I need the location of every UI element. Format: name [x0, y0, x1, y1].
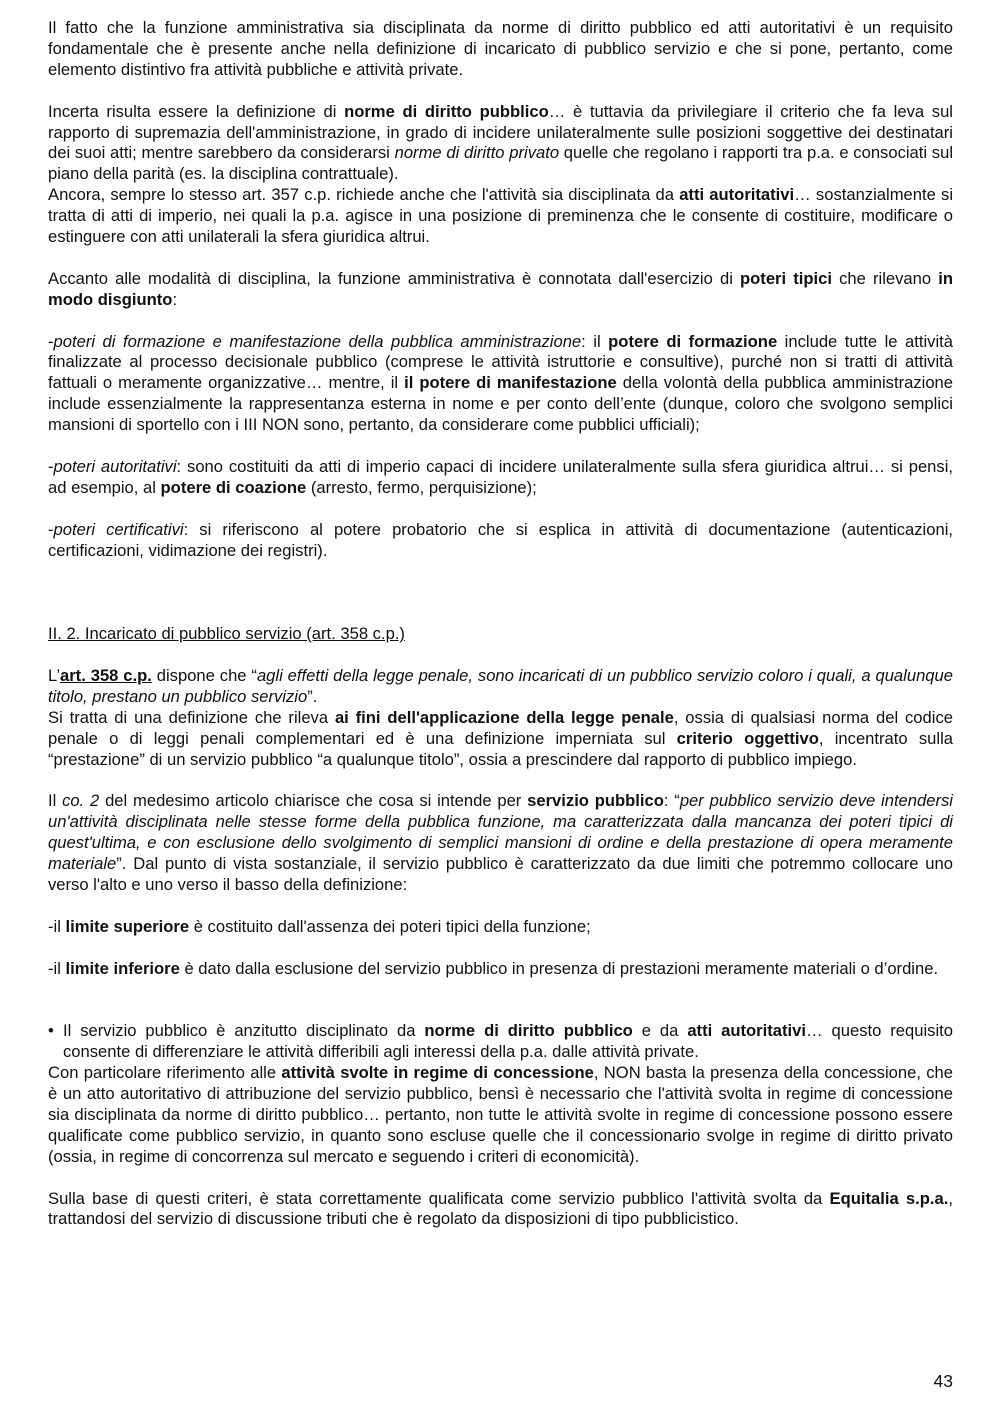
text-run: della volontà della pubblica amministrazione include essenzialmente la rappresentanza esterna in nome e per conto dell’ente (dunque, coloro che svolgono semplici mansioni di sportello con i III NON sono, pertanto, da considerare come pubblici ufficiali); — [48, 373, 953, 435]
bullet-glyph: • — [48, 1021, 54, 1041]
paragraph — [48, 332, 953, 437]
paragraph-spacer — [48, 771, 953, 792]
text-run: -il — [48, 916, 66, 936]
bold-text: ai fini dell'applicazione della legge penale — [334, 707, 674, 727]
italic-text: agli effetti della legge penale, sono incaricati di un pubblico servizio coloro i quali, a qualunque titolo, prestano un pubblico servizio — [48, 665, 953, 706]
page-number: 43 — [933, 1371, 953, 1391]
text-run: Ancora, sempre lo stesso art. 357 c.p. richiede anche che l'attività sia disciplinata da — [48, 185, 680, 205]
bold-text: norme di diritto pubblico — [424, 1021, 633, 1041]
bold-text: potere di formazione — [608, 331, 778, 351]
italic-text: co. 2 — [62, 791, 100, 811]
bold-text: limite superiore — [65, 916, 190, 936]
paragraph — [48, 457, 953, 499]
text-run: Con particolare riferimento alle — [48, 1063, 282, 1083]
text-run: , trattandosi del servizio di discussione tributi che è regolato da disposizioni di tipo pubblicistico. — [48, 1188, 953, 1229]
paragraph-spacer — [48, 499, 953, 520]
bold-text: in modo disgiunto — [48, 268, 953, 309]
text-run: L’ — [48, 665, 60, 685]
paragraph-spacer — [48, 645, 953, 666]
paragraph-spacer — [48, 248, 953, 269]
paragraph — [48, 185, 953, 248]
text-run: (arresto, fermo, perquisizione); — [306, 477, 537, 497]
text-run: … è tuttavia da privilegiare il criterio che fa leva sul rapporto di supremazia dell'amministrazione, in grado di incidere unilateralmente sulle posizioni soggettive dei destinatari dei suoi atti; mentre sarebbero da considerarsi — [48, 101, 953, 163]
text-run: Il fatto che la funzione amministrativa sia disciplinata da norme di diritto pubblico ed atti autoritativi è un requisito fondamentale che è presente anche nella definizione di incaricato di pubblico servizio e che si pone, pertanto, come elemento distintivo fra attività pubbliche e attività private. — [48, 18, 953, 79]
paragraph — [48, 269, 953, 311]
text-run: - — [48, 456, 54, 476]
paragraph — [48, 666, 953, 708]
text-run: , ossia di qualsiasi norma del codice penale o di leggi penali complementari ed è una definizione imperniata sul — [48, 707, 953, 748]
text-run: : il — [581, 331, 609, 351]
section-heading — [48, 624, 953, 645]
bullet-item — [48, 1021, 953, 1063]
text-run: del medesimo articolo chiarisce che cosa si intende per — [99, 791, 528, 811]
text-run: … sostanzialmente si tratta di atti di imperio, nei quali la p.a. agisce in una posizione di preminenza che le consente di costituire, modificare o estinguere con atti unilaterali la sfera giuridica altrui. — [48, 185, 954, 247]
italic-text: norme di diritto privato — [394, 143, 560, 163]
bold-text: atti autoritativi — [679, 185, 795, 205]
italic-text: per pubblico servizio deve intendersi un'attività disciplinata nelle stesse forme della pubblica funzione, ma caratterizzata dalla mancanza dei poteri tipici di quest'ultima, e con esclusione dello svolgimento di semplici mansioni di ordine e della prestazione di opera meramente materiale — [48, 791, 953, 874]
text-run: Il servizio pubblico è anzitutto disciplinato da — [63, 1021, 425, 1041]
bold-text: norme di diritto pubblico — [344, 101, 549, 121]
text-run: ”. Dal punto di vista sostanziale, il servizio pubblico è caratterizzato da due limiti che potremmo collocare uno verso l'alto e uno verso il basso della definizione: — [48, 854, 953, 895]
italic-text: poteri certificativi — [53, 519, 184, 539]
bold-text: criterio oggettivo — [676, 728, 819, 748]
text-run: : “ — [663, 791, 680, 811]
text-run: , incentrato sulla “prestazione” di un servizio pubblico “a qualunque titolo”, ossia a prescindere dal rapporto di pubblico impiego. — [48, 728, 953, 769]
text-run: -il — [48, 958, 66, 978]
paragraph — [48, 708, 953, 771]
bold-text: poteri tipici — [740, 268, 832, 288]
text-run: Si tratta di una definizione che rileva — [48, 707, 335, 727]
italic-text: poteri autoritativi — [53, 456, 177, 476]
paragraph — [48, 959, 953, 980]
paragraph — [48, 1063, 953, 1168]
bold-text: potere di coazione — [160, 477, 307, 497]
bold-text: atti autoritativi — [687, 1021, 806, 1041]
italic-text: poteri di formazione e manifestazione della pubblica amministrazione — [53, 331, 582, 351]
page-body — [48, 18, 953, 1230]
paragraph — [48, 102, 953, 186]
paragraph-spacer — [48, 1168, 953, 1189]
text-run: che rilevano — [831, 268, 939, 288]
text-run: : si riferiscono al potere probatorio che si esplica in attività di documentazione (autenticazioni, certificazioni, vidimazione dei registri). — [48, 519, 953, 560]
text-run: : sono costituiti da atti di imperio capaci di incidere unilateralmente sulla sfera giuridica altrui… si pensi, ad esempio, al — [48, 456, 953, 497]
text-run: II. 2. Incaricato di pubblico servizio (art. 358 c.p.) — [48, 624, 405, 644]
text-run: Incerta risulta essere la definizione di — [48, 101, 345, 121]
bold-text: Equitalia s.p.a. — [829, 1188, 949, 1208]
text-run: e da — [632, 1021, 688, 1041]
text-run: è costituito dall'assenza dei poteri tipici della funzione; — [189, 916, 591, 936]
text-run: Il — [48, 791, 63, 811]
bold-text: il potere di manifestazione — [404, 373, 617, 393]
article-reference: art. 358 c.p. — [60, 665, 152, 685]
text-run: è dato dalla esclusione del servizio pubblico in presenza di prestazioni meramente materiali o d’ordine. — [179, 958, 939, 978]
paragraph-spacer — [48, 311, 953, 332]
bold-text: servizio pubblico — [527, 791, 664, 811]
paragraph — [48, 791, 953, 896]
paragraph-spacer — [48, 436, 953, 457]
text-run: include tutte le attività finalizzate al processo decisionale pubblico (comprese le attività istruttorie e consultive), purché non si tratti di attività fattuali o meramente organizzative… mentre, il — [48, 331, 953, 393]
bold-text: attività svolte in regime di concessione — [281, 1063, 594, 1083]
paragraph-spacer — [48, 81, 953, 102]
paragraph-spacer — [48, 896, 953, 917]
text-run: dispone che “ — [151, 665, 257, 685]
paragraph-spacer — [48, 561, 953, 624]
paragraph — [48, 18, 953, 81]
text-run: Accanto alle modalità di disciplina, la funzione amministrativa è connotata dall'esercizio di — [48, 268, 741, 288]
paragraph — [48, 917, 953, 938]
bold-text: limite inferiore — [65, 958, 180, 978]
text-run: - — [48, 519, 54, 539]
text-run: quelle che regolano i rapporti tra p.a. e consociati sul piano della parità (es. la disciplina contrattuale). — [48, 143, 954, 184]
paragraph — [48, 520, 953, 562]
paragraph-spacer — [48, 938, 953, 959]
text-run: - — [48, 331, 54, 351]
paragraph — [48, 1189, 953, 1231]
text-run: : — [172, 289, 178, 309]
paragraph-spacer — [48, 980, 953, 1022]
text-run: Sulla base di questi criteri, è stata correttamente qualificata come servizio pubblico l'attività svolta da — [48, 1188, 830, 1208]
text-run: … questo requisito consente di differenziare le attività differibili agli interessi della p.a. dalle attività private. — [63, 1021, 953, 1062]
text-run: ”. — [307, 686, 318, 706]
text-run: , NON basta la presenza della concessione, che è un atto autoritativo di attribuzione del servizio pubblico, bensì è necessario che l'attività svolta in regime di concessione sia disciplinata da norme di diritto pubblico… pertanto, non tutte le attività svolte in regime di concessione possono essere qualificate come pubblico servizio, in quanto sono escluse quelle che il concessionario svolge in regime di diritto privato (ossia, in regime di concorrenza sul mercato e seguendo i criteri di economicità). — [48, 1063, 954, 1166]
